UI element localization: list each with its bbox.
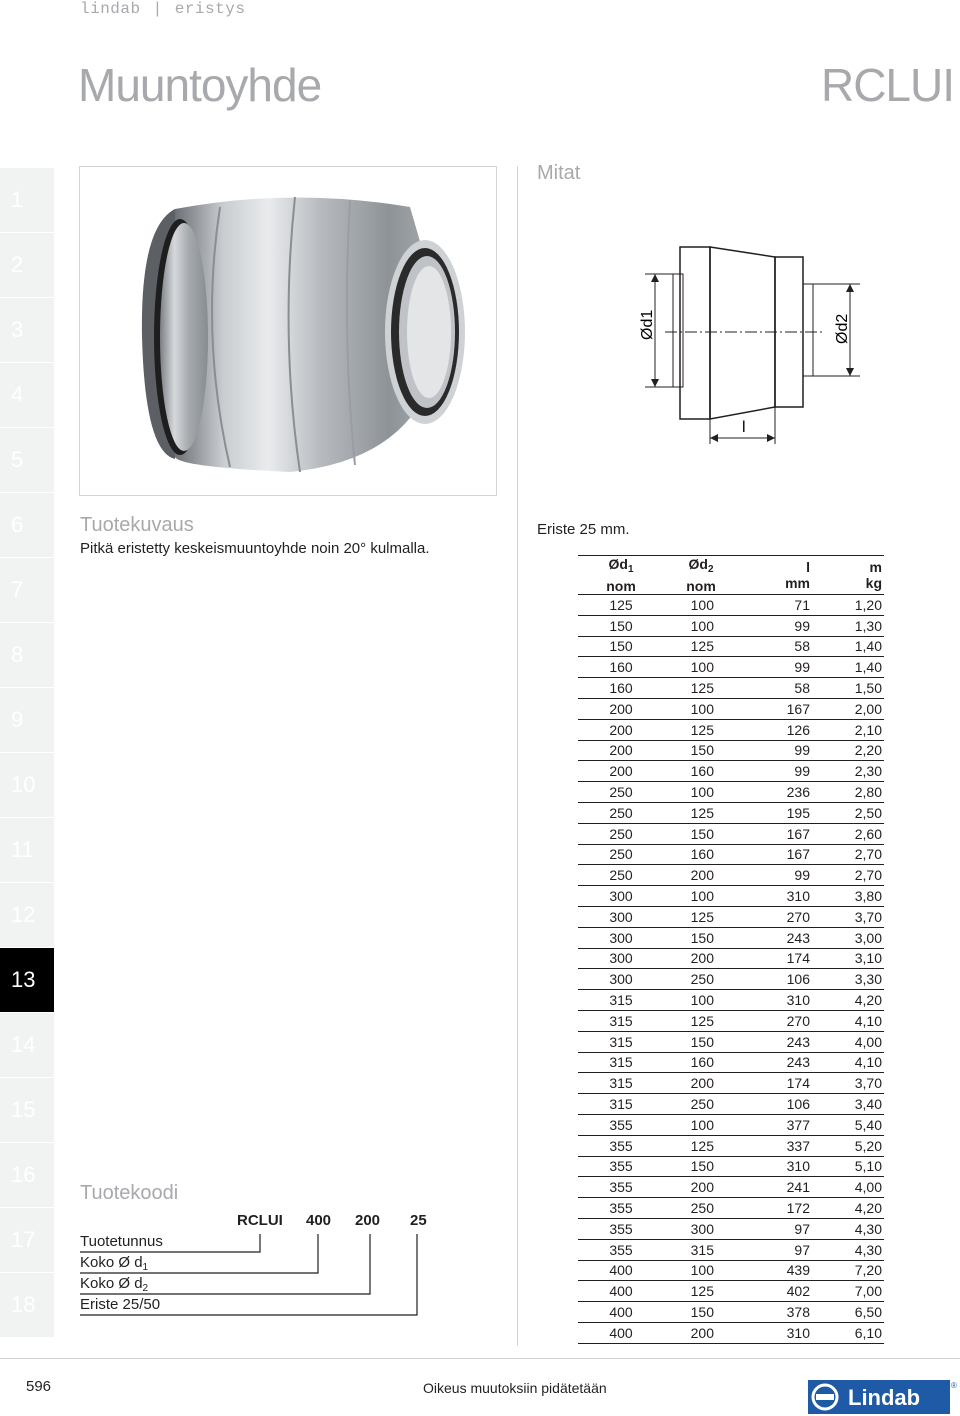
- table-cell: 200: [664, 1073, 738, 1094]
- table-cell: 300: [578, 886, 664, 907]
- table-row: [578, 1322, 884, 1343]
- table-cell: 250: [664, 1198, 738, 1219]
- registered-mark: ®: [951, 1381, 957, 1390]
- table-row: [578, 740, 884, 761]
- table-cell: 167: [738, 823, 812, 844]
- table-row: [578, 615, 884, 636]
- table-cell: 174: [738, 948, 812, 969]
- mitat-heading: Mitat: [537, 162, 581, 184]
- table-cell: 58: [738, 636, 812, 657]
- table-cell: 400: [578, 1260, 664, 1281]
- table-cell: 150: [664, 1031, 738, 1052]
- legend-d2: Koko Ø $d_2$: [80, 1275, 149, 1294]
- table-cell: 125: [664, 678, 738, 699]
- table-cell: 3,70: [812, 906, 884, 927]
- table-cell: 99: [738, 657, 812, 678]
- page-number: 596: [26, 1378, 52, 1395]
- table-row: [578, 969, 884, 990]
- dimension-drawing: [600, 222, 900, 462]
- table-cell: 400: [578, 1322, 664, 1343]
- chapter-tab-1[interactable]: 1: [0, 168, 54, 233]
- chapter-tab-8[interactable]: 8: [0, 623, 54, 688]
- table-cell: 250: [578, 844, 664, 865]
- table-cell: 402: [738, 1281, 812, 1302]
- d1-label: Ød1: [639, 309, 656, 340]
- table-cell: 100: [664, 698, 738, 719]
- table-row: [578, 927, 884, 948]
- table-row: [578, 906, 884, 927]
- table-cell: 243: [738, 1031, 812, 1052]
- table-cell: 174: [738, 1073, 812, 1094]
- code-key-lines: [80, 1228, 440, 1318]
- table-row: [578, 698, 884, 719]
- table-cell: 2,00: [812, 698, 884, 719]
- table-cell: 310: [738, 886, 812, 907]
- table-row: [578, 1177, 884, 1198]
- table-cell: 1,20: [812, 595, 884, 616]
- table-cell: 355: [578, 1156, 664, 1177]
- table-cell: 5,20: [812, 1135, 884, 1156]
- table-cell: 200: [664, 948, 738, 969]
- table-cell: 4,30: [812, 1239, 884, 1260]
- table-cell: 7,00: [812, 1281, 884, 1302]
- footer-divider: [0, 1358, 960, 1359]
- l-label: l: [742, 419, 746, 436]
- table-cell: 315: [578, 1094, 664, 1115]
- description-heading: Tuotekuvaus: [80, 514, 194, 536]
- table-cell: 3,30: [812, 969, 884, 990]
- table-cell: 160: [664, 1052, 738, 1073]
- table-cell: 300: [664, 1218, 738, 1239]
- table-row: [578, 1281, 884, 1302]
- table-cell: 270: [738, 1010, 812, 1031]
- table-cell: 5,40: [812, 1114, 884, 1135]
- table-cell: 150: [664, 823, 738, 844]
- table-cell: 97: [738, 1218, 812, 1239]
- table-row: [578, 1260, 884, 1281]
- code-example-code: RCLUI: [237, 1212, 283, 1229]
- chapter-tab-16[interactable]: 16: [0, 1143, 54, 1208]
- description-text: Pitkä eristetty keskeismuuntoyhde noin 20° kulmalla.: [80, 540, 430, 557]
- table-cell: 3,70: [812, 1073, 884, 1094]
- table-cell: 167: [738, 698, 812, 719]
- table-cell: 315: [578, 1052, 664, 1073]
- logo-text: Lindab: [848, 1385, 921, 1410]
- table-cell: 99: [738, 761, 812, 782]
- product-code: RCLUI: [820, 59, 954, 111]
- column-divider: [517, 166, 518, 1346]
- table-cell: 250: [578, 823, 664, 844]
- table-cell: 100: [664, 595, 738, 616]
- table-cell: 439: [738, 1260, 812, 1281]
- table-row: [578, 948, 884, 969]
- table-cell: 3,80: [812, 886, 884, 907]
- chapter-tab-13[interactable]: 13: [0, 948, 54, 1013]
- header-d2: $Ød_2$ nom: [686, 556, 716, 594]
- table-cell: 4,10: [812, 1052, 884, 1073]
- table-cell: 2,50: [812, 802, 884, 823]
- table-cell: 125: [664, 906, 738, 927]
- table-cell: 150: [578, 615, 664, 636]
- table-row: [578, 1302, 884, 1323]
- table-cell: 150: [664, 927, 738, 948]
- table-cell: 200: [578, 698, 664, 719]
- table-cell: 378: [738, 1302, 812, 1323]
- table-row: [578, 823, 884, 844]
- table-cell: 167: [738, 844, 812, 865]
- table-cell: 3,10: [812, 948, 884, 969]
- table-cell: 58: [738, 678, 812, 699]
- table-cell: 300: [578, 948, 664, 969]
- chapter-tab-15[interactable]: 15: [0, 1078, 54, 1143]
- table-cell: 3,00: [812, 927, 884, 948]
- header-l: l mm: [785, 559, 810, 591]
- table-cell: 4,30: [812, 1218, 884, 1239]
- chapter-tab-18[interactable]: 18: [0, 1273, 54, 1338]
- table-cell: 100: [664, 886, 738, 907]
- table-row: [578, 678, 884, 699]
- chapter-tab-4[interactable]: 4: [0, 363, 54, 428]
- table-cell: 100: [664, 782, 738, 803]
- table-cell: 355: [578, 1114, 664, 1135]
- table-cell: 4,00: [812, 1031, 884, 1052]
- table-cell: 300: [578, 927, 664, 948]
- table-cell: 315: [578, 1073, 664, 1094]
- code-example-d1: 400: [306, 1212, 332, 1229]
- chapter-tab-7[interactable]: 7: [0, 558, 54, 623]
- table-cell: 250: [664, 1094, 738, 1115]
- table-cell: 315: [578, 1010, 664, 1031]
- chapter-tab-2[interactable]: 2: [0, 233, 54, 298]
- header-d1: $Ød_1$ nom: [606, 556, 636, 594]
- table-cell: 250: [578, 782, 664, 803]
- table-cell: 200: [664, 1177, 738, 1198]
- table-row: [578, 1218, 884, 1239]
- table-row: [578, 595, 884, 616]
- table-cell: 125: [578, 595, 664, 616]
- table-cell: 126: [738, 719, 812, 740]
- lindab-logo: [808, 1380, 958, 1414]
- table-cell: 200: [664, 1322, 738, 1343]
- table-cell: 1,40: [812, 657, 884, 678]
- table-cell: 125: [664, 719, 738, 740]
- table-row: [578, 990, 884, 1011]
- table-cell: 1,30: [812, 615, 884, 636]
- table-cell: 99: [738, 740, 812, 761]
- table-cell: 125: [664, 1010, 738, 1031]
- table-cell: 400: [578, 1302, 664, 1323]
- tuotekoodi-heading: Tuotekoodi: [80, 1182, 179, 1204]
- table-cell: 2,20: [812, 740, 884, 761]
- table-cell: 4,00: [812, 1177, 884, 1198]
- table-cell: 250: [578, 802, 664, 823]
- table-header-row: [578, 556, 884, 595]
- table-cell: 106: [738, 1094, 812, 1115]
- table-cell: 7,20: [812, 1260, 884, 1281]
- table-cell: 2,30: [812, 761, 884, 782]
- table-cell: 236: [738, 782, 812, 803]
- chapter-tab-6[interactable]: 6: [0, 493, 54, 558]
- table-cell: 377: [738, 1114, 812, 1135]
- dimension-table: [578, 555, 884, 1344]
- table-cell: 150: [578, 636, 664, 657]
- table-cell: 97: [738, 1239, 812, 1260]
- table-cell: 2,60: [812, 823, 884, 844]
- chapter-tab-3[interactable]: 3: [0, 298, 54, 363]
- table-row: [578, 1094, 884, 1115]
- chapter-tabs: [0, 168, 54, 1338]
- table-cell: 315: [578, 1031, 664, 1052]
- breadcrumb-separator: |: [152, 0, 163, 18]
- footer-notice: Oikeus muutoksiin pidätetään: [423, 1380, 607, 1396]
- table-cell: 241: [738, 1177, 812, 1198]
- table-cell: 106: [738, 969, 812, 990]
- table-cell: 200: [578, 719, 664, 740]
- insulation-note: Eriste 25 mm.: [537, 521, 630, 538]
- table-cell: 99: [738, 865, 812, 886]
- table-cell: 100: [664, 990, 738, 1011]
- table-cell: 160: [664, 761, 738, 782]
- category-label: eristys: [174, 0, 246, 18]
- table-cell: 1,40: [812, 636, 884, 657]
- table-cell: 2,70: [812, 844, 884, 865]
- chapter-tab-5[interactable]: 5: [0, 428, 54, 493]
- table-row: [578, 1073, 884, 1094]
- table-cell: 315: [664, 1239, 738, 1260]
- table-row: [578, 657, 884, 678]
- brand-label: lindab: [80, 0, 141, 18]
- table-cell: 195: [738, 802, 812, 823]
- table-cell: 100: [664, 657, 738, 678]
- table-cell: 2,10: [812, 719, 884, 740]
- header-m: m kg: [865, 559, 882, 591]
- table-cell: 355: [578, 1135, 664, 1156]
- table-cell: 300: [578, 906, 664, 927]
- table-cell: 150: [664, 740, 738, 761]
- table-cell: 2,80: [812, 782, 884, 803]
- table-cell: 125: [664, 1281, 738, 1302]
- table-cell: 125: [664, 802, 738, 823]
- product-photo: [79, 166, 497, 496]
- table-cell: 150: [664, 1156, 738, 1177]
- table-cell: 1,50: [812, 678, 884, 699]
- table-row: [578, 636, 884, 657]
- table-cell: 100: [664, 1260, 738, 1281]
- code-example-insulation: 25: [410, 1212, 427, 1229]
- table-cell: 6,50: [812, 1302, 884, 1323]
- table-row: [578, 1010, 884, 1031]
- table-row: [578, 1052, 884, 1073]
- table-cell: 355: [578, 1198, 664, 1219]
- code-example-d2: 200: [355, 1212, 381, 1229]
- table-row: [578, 719, 884, 740]
- table-cell: 99: [738, 615, 812, 636]
- table-row: [578, 1198, 884, 1219]
- table-cell: 4,10: [812, 1010, 884, 1031]
- table-cell: 172: [738, 1198, 812, 1219]
- table-row: [578, 865, 884, 886]
- chapter-tab-9[interactable]: 9: [0, 688, 54, 753]
- table-cell: 71: [738, 595, 812, 616]
- table-row: [578, 802, 884, 823]
- table-cell: 150: [664, 1302, 738, 1323]
- header-breadcrumb: [80, 0, 245, 18]
- table-cell: 315: [578, 990, 664, 1011]
- d2-label: Ød2: [834, 313, 851, 344]
- table-cell: 125: [664, 636, 738, 657]
- table-row: [578, 1114, 884, 1135]
- table-cell: 250: [664, 969, 738, 990]
- table-row: [578, 1031, 884, 1052]
- chapter-tab-11[interactable]: 11: [0, 818, 54, 883]
- table-cell: 160: [578, 678, 664, 699]
- table-cell: 125: [664, 1135, 738, 1156]
- table-cell: 310: [738, 1322, 812, 1343]
- table-cell: 4,20: [812, 990, 884, 1011]
- table-cell: 310: [738, 1156, 812, 1177]
- table-cell: 355: [578, 1239, 664, 1260]
- table-cell: 5,10: [812, 1156, 884, 1177]
- table-cell: 100: [664, 615, 738, 636]
- table-cell: 6,10: [812, 1322, 884, 1343]
- chapter-tab-14[interactable]: 14: [0, 1013, 54, 1078]
- table-row: [578, 886, 884, 907]
- table-cell: 200: [578, 761, 664, 782]
- table-cell: 337: [738, 1135, 812, 1156]
- table-cell: 355: [578, 1218, 664, 1239]
- chapter-tab-12[interactable]: 12: [0, 883, 54, 948]
- table-row: [578, 782, 884, 803]
- table-cell: 160: [664, 844, 738, 865]
- table-cell: 200: [664, 865, 738, 886]
- table-cell: 243: [738, 927, 812, 948]
- table-row: [578, 844, 884, 865]
- table-cell: 400: [578, 1281, 664, 1302]
- legend-product-id: Tuotetunnus: [80, 1233, 163, 1250]
- table-cell: 160: [578, 657, 664, 678]
- page-title: Muuntoyhde: [78, 59, 322, 111]
- table-cell: 250: [578, 865, 664, 886]
- table-row: [578, 1239, 884, 1260]
- table-row: [578, 1156, 884, 1177]
- table-cell: 4,20: [812, 1198, 884, 1219]
- table-cell: 243: [738, 1052, 812, 1073]
- table-cell: 300: [578, 969, 664, 990]
- chapter-tab-10[interactable]: 10: [0, 753, 54, 818]
- table-cell: 270: [738, 906, 812, 927]
- table-cell: 3,40: [812, 1094, 884, 1115]
- table-cell: 100: [664, 1114, 738, 1135]
- legend-insulation: Eriste 25/50: [80, 1296, 161, 1313]
- table-row: [578, 761, 884, 782]
- chapter-tab-17[interactable]: 17: [0, 1208, 54, 1273]
- table-cell: 2,70: [812, 865, 884, 886]
- table-cell: 200: [578, 740, 664, 761]
- table-cell: 310: [738, 990, 812, 1011]
- table-cell: 355: [578, 1177, 664, 1198]
- legend-d1: Koko Ø $d_1$: [80, 1254, 149, 1273]
- table-row: [578, 1135, 884, 1156]
